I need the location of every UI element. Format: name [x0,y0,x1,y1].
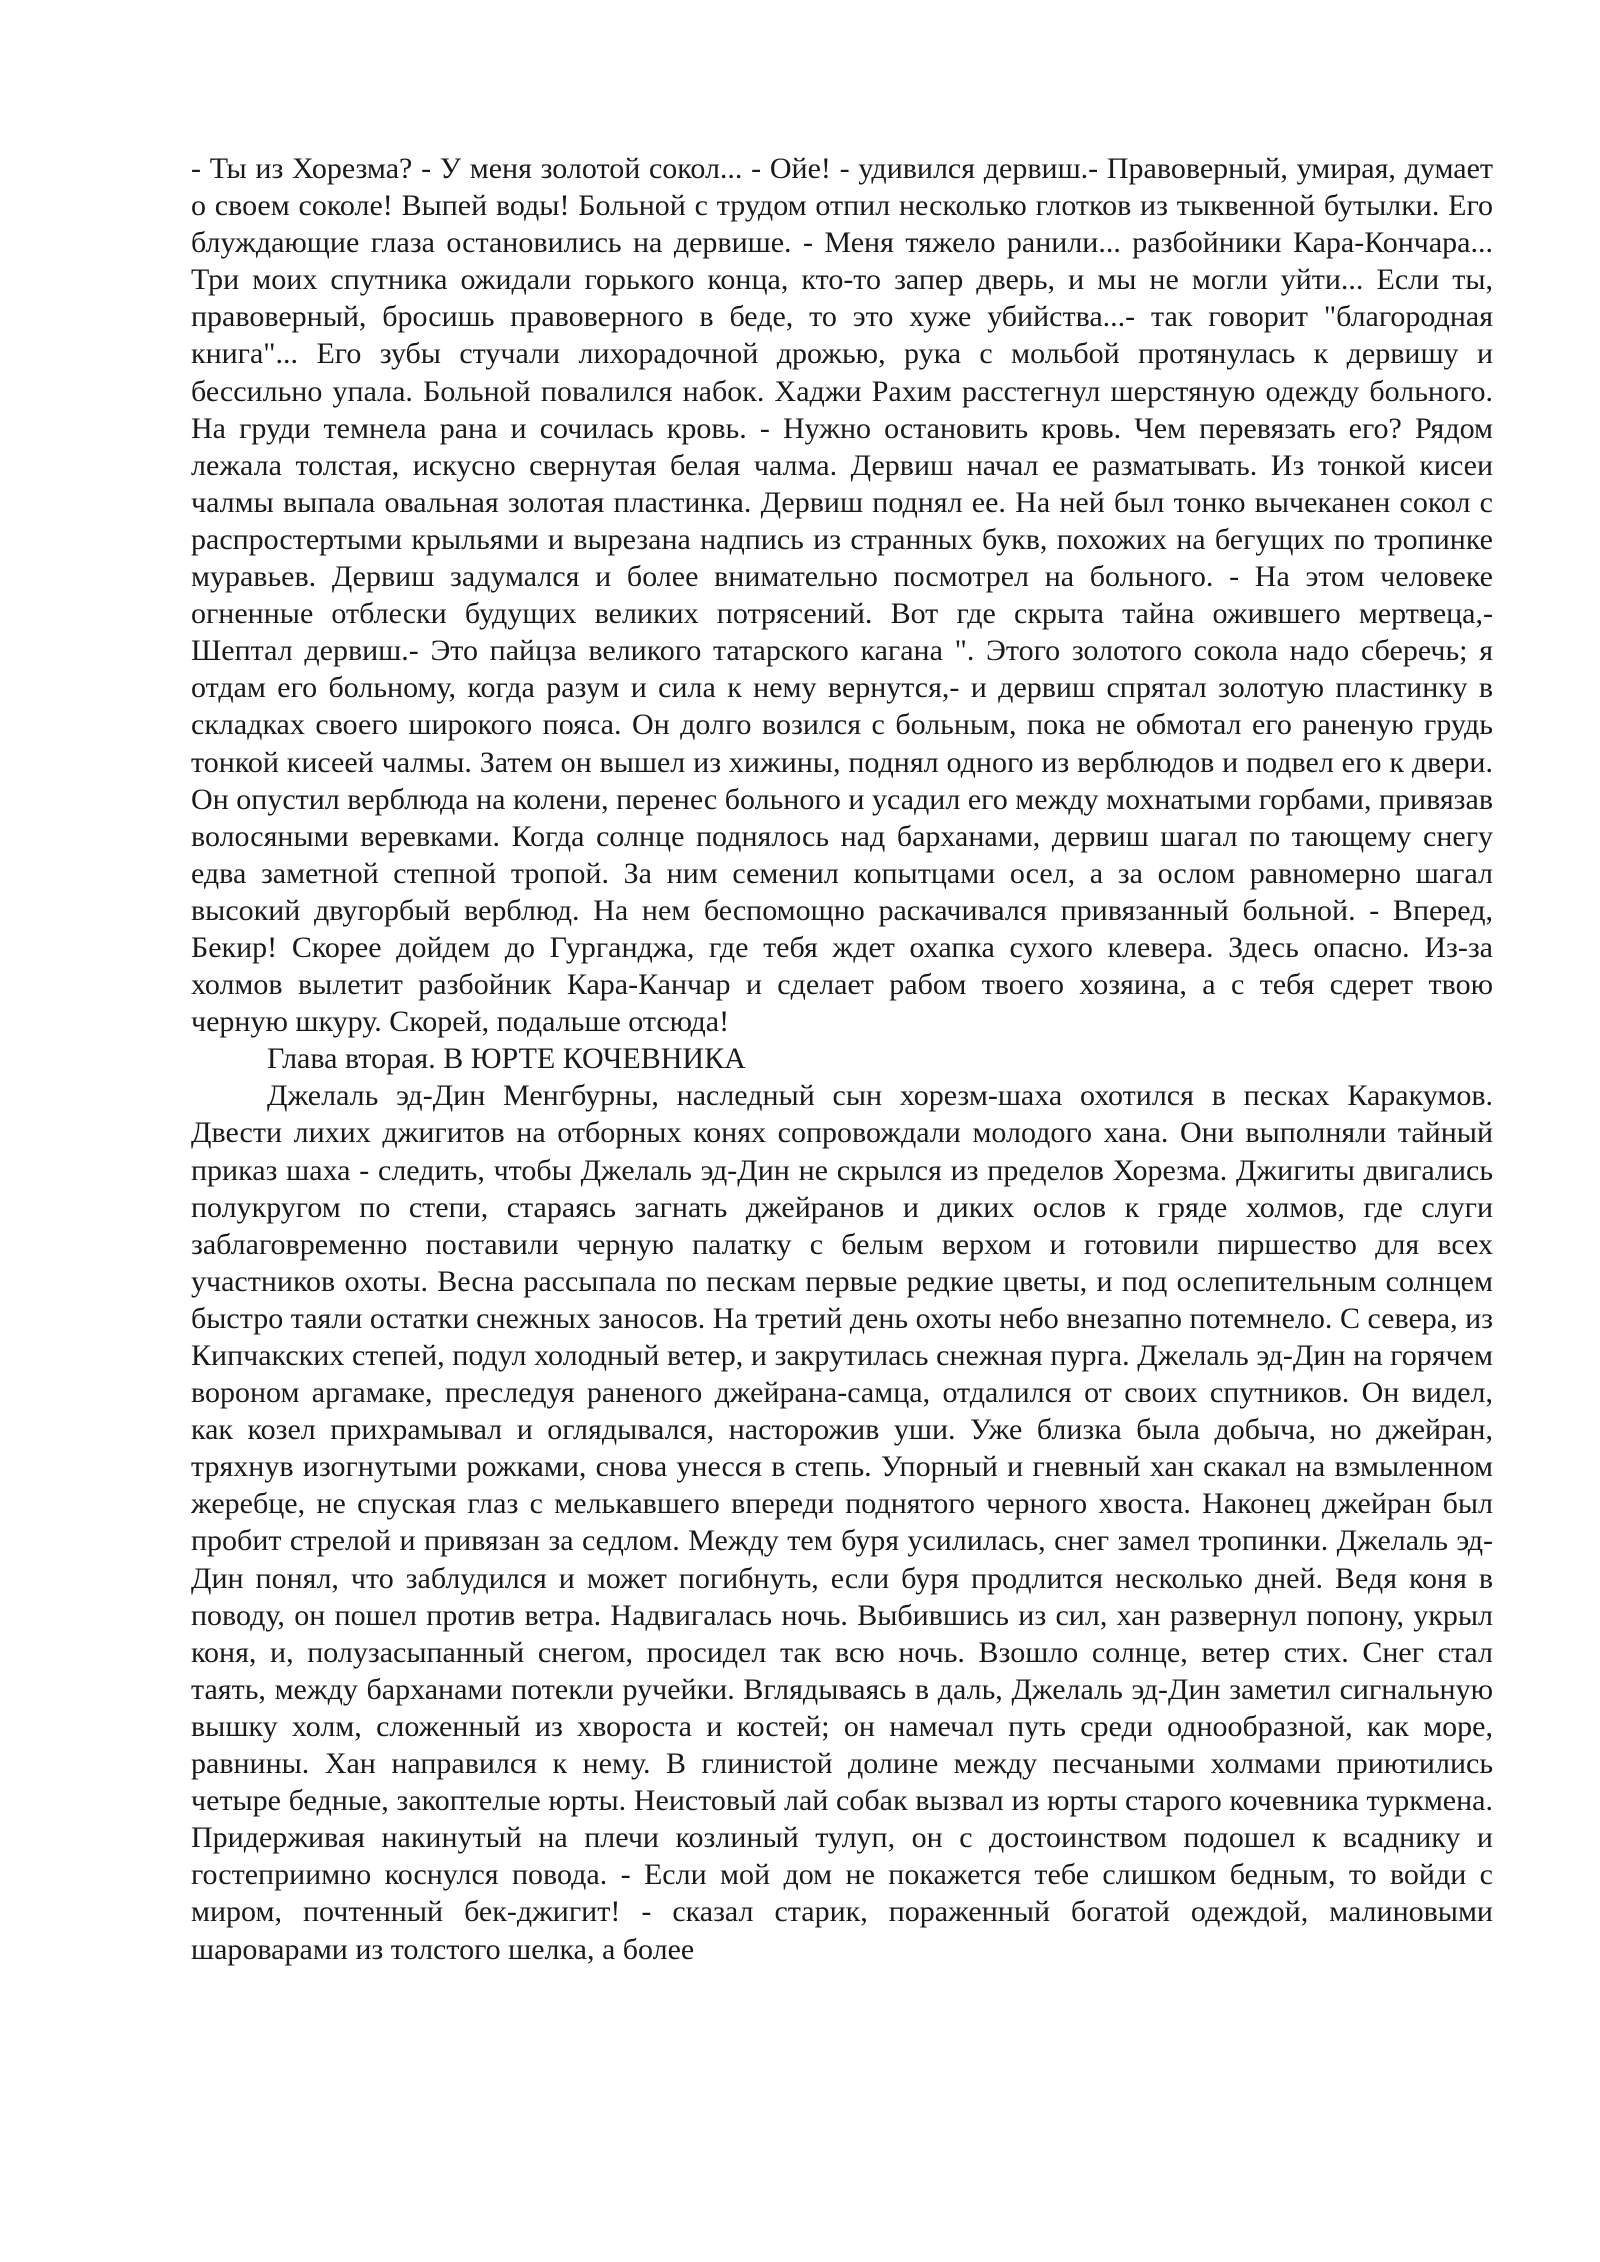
chapter-heading: Глава вторая. В ЮРТЕ КОЧЕВНИКА [267,1042,746,1076]
document-page [191,150,1493,1968]
paragraph-chapter-two: Джелаль эд-Дин Менгбурны, наследный сын хорезм-шаха охотился в песках Каракумов. Двести лихих джигитов на отборных конях сопровождали молодого хана. Они выполняли тайный приказ шаха - следить, чтобы Джелаль эд-Дин не скрылся из пределов Хорезма. Джигиты двигались полукругом по степи, стараясь загнать джейранов и диких ослов к гряде холмов, где слуги заблаговременно поставили черную палатку с белым верхом и готовили пиршество для всех участников охоты. Весна рассыпала по пескам первые редкие цветы, и под ослепительным солнцем быстро таяли остатки снежных заносов. На третий день охоты небо внезапно потемнело. С севера, из Кипчакских степей, подул холодный ветер, и закрутилась снежная пурга. Джелаль эд-Дин на горячем вороном аргамаке, преследуя раненого джейрана-самца, отдалился от своих спутников. Он видел, как козел прихрамывал и оглядывался, насторожив уши. Уже близка была добыча, но джейран, тряхнув изогнутыми рожками, снова унесся в степь. Упорный и гневный хан скакал на взмыленном жеребце, не спуская глаз с мелькавшего впереди поднятого черного хвоста. Наконец джейран был пробит стрелой и привязан за седлом. Между тем буря усилилась, снег замел тропинки. Джелаль эд-Дин понял, что заблудился и может погибнуть, если буря продлится несколько дней. Ведя коня в поводу, он пошел против ветра. Надвигалась ночь. Выбившись из сил, хан развернул попону, укрыл коня, и, полузасыпанный снегом, просидел так всю ночь. Взошло солнце, ветер стих. Снег стал таять, между барханами потекли ручейки. Вглядываясь в даль, Джелаль эд-Дин заметил сигнальную вышку холм, сложенный из хвороста и костей; он намечал путь среди однообразной, как море, равнины. Хан направился к нему. В глинистой долине между песчаными холмами приютились четыре бедные, закоптелые юрты. Неистовый лай собак вызвал из юрты старого кочевника туркмена. Придерживая накинутый на плечи козлиный тулуп, он с достоинством подошел к всаднику и гостеприимно коснулся повода. - Если мой дом не покажется тебе слишком бедным, то войди с миром, почтенный бек-джигит! - сказал старик, пораженный богатой одеждой, малиновыми шароварами из толстого шелка, а более [191,1079,1493,1966]
paragraph-continuation: - Ты из Хорезма? - У меня золотой сокол... - Ойе! - удивился дервиш.- Правоверный, умирая, думает о своем соколе! Выпей воды! Больной с трудом отпил несколько глотков из тыквенной бутылки. Его блуждающие глаза остановились на дервише. - Меня тяжело ранили... разбойники Кара-Кончара... Три моих спутника ожидали горького конца, кто-то запер дверь, и мы не могли уйти... Если ты, правоверный, бросишь правоверного в беде, то это хуже убийства...- так говорит "благородная книга"... Его зубы стучали лихорадочной дрожью, рука с мольбой протянулась к дервишу и бессильно упала. Больной повалился набок. Хаджи Рахим расстегнул шерстяную одежду больного. На груди темнела рана и сочилась кровь. - Нужно остановить кровь. Чем перевязать его? Рядом лежала толстая, искусно свернутая белая чалма. Дервиш начал ее разматывать. Из тонкой кисеи чалмы выпала овальная золотая пластинка. Дервиш поднял ее. На ней был тонко вычеканен сокол с распростертыми крыльями и вырезана надпись из странных букв, похожих на бегущих по тропинке муравьев. Дервиш задумался и более внимательно посмотрел на больного. - На этом человеке огненные отблески будущих великих потрясений. Вот где скрыта тайна ожившего мертвеца,- Шептал дервиш.- Это пайцза великого татарского кагана ". Этого золотого сокола надо сберечь; я отдам его больному, когда разум и сила к нему вернутся,- и дервиш спрятал золотую пластинку в складках своего широкого пояса. Он долго возился с больным, пока не обмотал его раненую грудь тонкой кисеей чалмы. Затем он вышел из хижины, поднял одного из верблюдов и подвел его к двери. Он опустил верблюда на колени, перенес больного и усадил его между мохнатыми горбами, привязав волосяными веревками. Когда солнце поднялось над барханами, дервиш шагал по тающему снегу едва заметной степной тропой. За ним семенил копытцами осел, а за ослом равномерно шагал высокий двугорбый верблюд. На нем беспомощно раскачивался привязанный больной. - Вперед, Бекир! Скорее дойдем до Гурганджа, где тебя ждет охапка сухого клевера. Здесь опасно. Из-за холмов вылетит разбойник Кара-Канчар и сделает рабом твоего хозяина, а с тебя сдерет твою черную шкуру. Скорей, подальше отсюда! [191,152,1493,1039]
